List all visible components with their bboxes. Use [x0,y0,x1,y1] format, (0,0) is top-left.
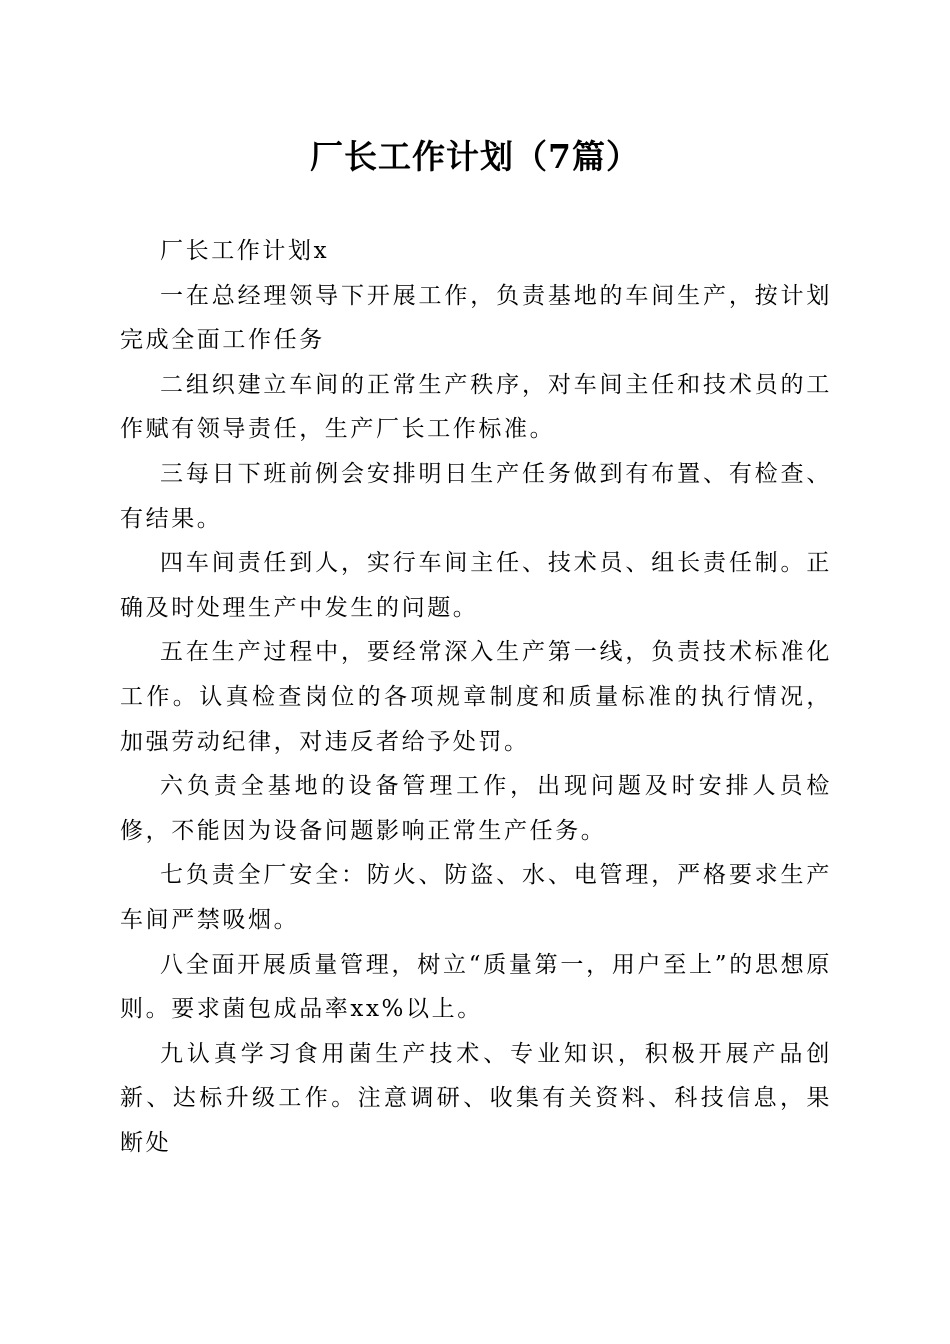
paragraph-item-1: 一在总经理领导下开展工作，负责基地的车间生产，按计划完成全面工作任务 [120,282,832,354]
paragraph-item-4: 四车间责任到人，实行车间主任、技术员、组长责任制。正确及时处理生产中发生的问题。 [120,550,832,621]
paragraph-item-2: 二组织建立车间的正常生产秩序，对车间主任和技术员的工作赋有领导责任，生产厂长工作标准。 [120,371,832,443]
document-title: 厂长工作计划（7篇） [310,137,640,176]
paragraph-item-3: 三每日下班前例会安排明日生产任务做到有布置、有检查、有结果。 [120,460,832,532]
paragraph-item-7: 七负责全厂安全：防火、防盗、水、电管理，严格要求生产车间严禁吸烟。 [120,862,832,933]
document-body [120,229,832,1165]
paragraph-item-9: 九认真学习食用菌生产技术、专业知识，积极开展产品创新、达标升级工作。注意调研、收集有关资料、科技信息，果断处 [120,1040,832,1156]
paragraph-item-8: 八全面开展质量管理，树立“质量第一，用户至上”的思想原则。要求菌包成品率xx%以上。 [120,951,832,1023]
paragraph-item-6: 六负责全基地的设备管理工作，出现问题及时安排人员检修，不能因为设备问题影响正常生产任务。 [120,773,832,844]
paragraph-heading: 厂长工作计划x [160,238,330,264]
paragraph-item-5: 五在生产过程中，要经常深入生产第一线，负责技术标准化工作。认真检查岗位的各项规章制度和质量标准的执行情况，加强劳动纪律，对违反者给予处罚。 [120,639,832,755]
